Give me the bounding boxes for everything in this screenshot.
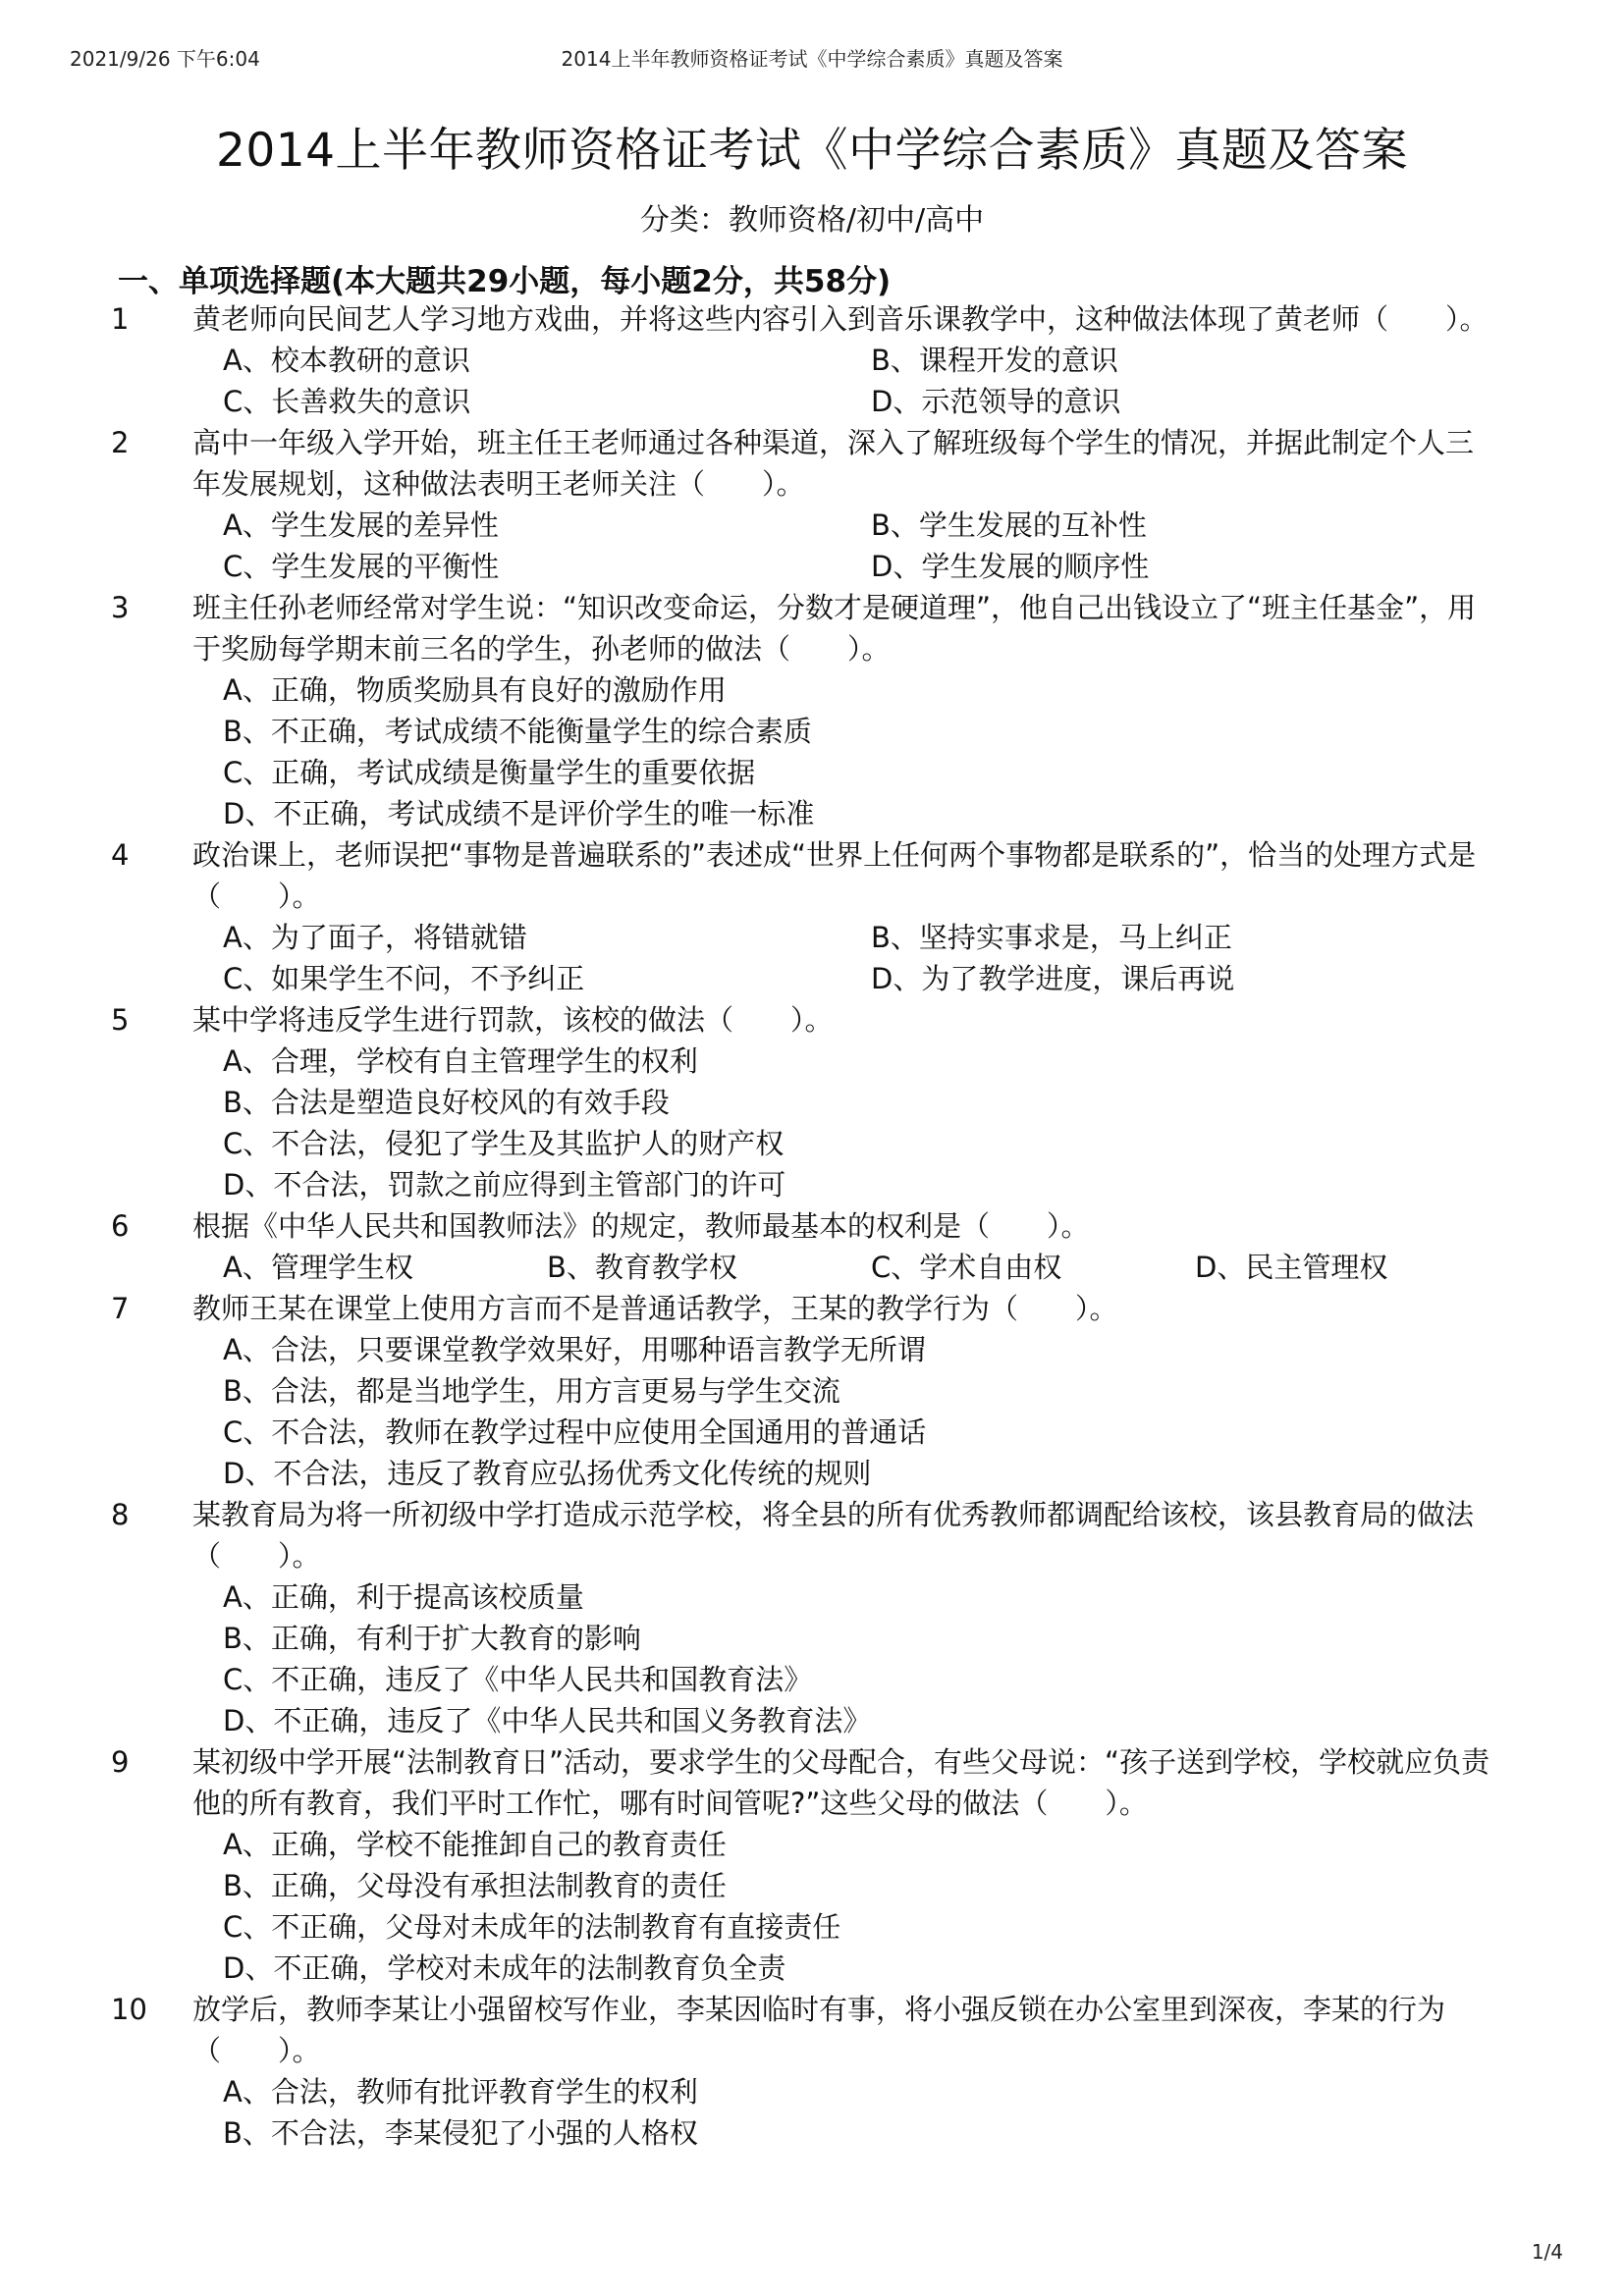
question-item xyxy=(0,1741,1624,1989)
option-group xyxy=(0,669,1624,834)
question-number: 8 xyxy=(111,1498,130,1531)
question-stem: 放学后，教师李某让小强留校写作业，李某因临时有事，将小强反锁在办公室里到深夜，李某的行为（ ）。 xyxy=(192,1993,1446,2067)
answer-option: C、不正确，违反了《中华人民共和国教育法》 xyxy=(223,1663,813,1696)
answer-option: A、正确，利于提高该校质量 xyxy=(223,1580,584,1614)
document-category: 分类：教师资格/初中/高中 xyxy=(639,203,985,238)
question-item xyxy=(0,1205,1624,1288)
question-item xyxy=(0,999,1624,1205)
question-stem: 某中学将违反学生进行罚款，该校的做法（ ）。 xyxy=(192,1003,834,1037)
question-stem: 黄老师向民间艺人学习地方戏曲，并将这些内容引入到音乐课教学中，这种做法体现了黄老师（ ）。 xyxy=(192,302,1489,336)
answer-option: A、管理学生权 xyxy=(223,1251,413,1284)
answer-option: D、不正确，学校对未成年的法制教育负全责 xyxy=(223,1951,786,1985)
option-group xyxy=(0,1247,1624,1288)
answer-option: C、不合法，侵犯了学生及其监护人的财产权 xyxy=(223,1127,785,1160)
answer-option: B、不合法，李某侵犯了小强的人格权 xyxy=(223,2116,698,2150)
answer-option: D、为了教学进度，课后再说 xyxy=(871,962,1235,995)
answer-option: A、合理，学校有自主管理学生的权利 xyxy=(223,1044,698,1078)
question-number: 2 xyxy=(111,426,130,459)
question-stem: 政治课上，老师误把“事物是普遍联系的”表述成“世界上任何两个事物都是联系的”，恰当的处理方式是（ ）。 xyxy=(192,838,1477,913)
question-item xyxy=(0,1288,1624,1494)
answer-option: C、长善救失的意识 xyxy=(223,385,471,418)
document-title: 2014上半年教师资格证考试《中学综合素质》真题及答案 xyxy=(215,124,1409,178)
question-number: 10 xyxy=(111,1993,147,2026)
answer-option: C、学生发展的平衡性 xyxy=(223,550,500,583)
answer-option: D、不合法，罚款之前应得到主管部门的许可 xyxy=(223,1168,786,1201)
question-item xyxy=(0,298,1624,422)
answer-option: B、坚持实事求是，马上纠正 xyxy=(871,921,1232,954)
question-number: 5 xyxy=(111,1003,130,1037)
page-number: 1/4 xyxy=(1531,2240,1563,2264)
question-item xyxy=(0,587,1624,834)
answer-option: D、不正确，违反了《中华人民共和国义务教育法》 xyxy=(223,1704,872,1737)
answer-option: B、正确，有利于扩大教育的影响 xyxy=(223,1622,641,1655)
question-stem: 根据《中华人民共和国教师法》的规定，教师最基本的权利是（ ）。 xyxy=(192,1209,1090,1243)
answer-option: B、教育教学权 xyxy=(547,1251,737,1284)
answer-option: B、正确，父母没有承担法制教育的责任 xyxy=(223,1869,727,1902)
question-number: 1 xyxy=(111,302,130,336)
answer-option: D、不合法，违反了教育应弘扬优秀文化传统的规则 xyxy=(223,1457,872,1490)
answer-option: D、不正确，考试成绩不是评价学生的唯一标准 xyxy=(223,797,815,830)
answer-option: D、示范领导的意识 xyxy=(871,385,1121,418)
answer-option: A、正确，物质奖励具有良好的激励作用 xyxy=(223,673,727,707)
question-number: 3 xyxy=(111,591,130,624)
option-group xyxy=(0,1824,1624,1989)
section-heading: 一、单项选择题(本大题共29小题，每小题2分，共58分) xyxy=(118,264,892,299)
answer-option: B、课程开发的意识 xyxy=(871,344,1118,377)
answer-option: B、不正确，考试成绩不能衡量学生的综合素质 xyxy=(223,715,812,748)
question-item xyxy=(0,1494,1624,1741)
question-stem: 教师王某在课堂上使用方言而不是普通话教学，王某的教学行为（ ）。 xyxy=(192,1292,1118,1325)
option-group xyxy=(0,340,1624,422)
option-group xyxy=(0,1041,1624,1205)
answer-option: D、民主管理权 xyxy=(1195,1251,1388,1284)
option-group xyxy=(0,1329,1624,1494)
question-number: 6 xyxy=(111,1209,130,1243)
question-item xyxy=(0,1989,1624,2154)
answer-option: B、学生发展的互补性 xyxy=(871,508,1147,542)
option-group xyxy=(0,2071,1624,2154)
answer-option: B、合法，都是当地学生，用方言更易与学生交流 xyxy=(223,1374,840,1408)
answer-option: C、不正确，父母对未成年的法制教育有直接责任 xyxy=(223,1910,841,1944)
answer-option: A、合法，只要课堂教学效果好，用哪种语言教学无所谓 xyxy=(223,1333,926,1366)
question-number: 7 xyxy=(111,1292,130,1325)
question-stem: 某教育局为将一所初级中学打造成示范学校，将全县的所有优秀教师都调配给该校，该县教育局的做法（ ）。 xyxy=(192,1498,1475,1573)
print-datetime: 2021/9/26 下午6:04 xyxy=(70,47,260,71)
answer-option: A、学生发展的差异性 xyxy=(223,508,499,542)
question-stem: 某初级中学开展“法制教育日”活动，要求学生的父母配合，有些父母说：“孩子送到学校，学校就应负责他的所有教育，我们平时工作忙，哪有时间管呢?”这些父母的做法（ ）。 xyxy=(192,1745,1490,1820)
answer-option: A、校本教研的意识 xyxy=(223,344,470,377)
answer-option: C、学术自由权 xyxy=(871,1251,1062,1284)
answer-option: B、合法是塑造良好校风的有效手段 xyxy=(223,1086,670,1119)
option-group xyxy=(0,1576,1624,1741)
question-number: 4 xyxy=(111,838,130,872)
print-header-title: 2014上半年教师资格证考试《中学综合素质》真题及答案 xyxy=(561,47,1063,71)
option-group xyxy=(0,505,1624,587)
answer-option: C、不合法，教师在教学过程中应使用全国通用的普通话 xyxy=(223,1415,927,1449)
question-item xyxy=(0,834,1624,999)
answer-option: A、为了面子，将错就错 xyxy=(223,921,527,954)
question-list xyxy=(0,298,1624,2154)
answer-option: A、合法，教师有批评教育学生的权利 xyxy=(223,2075,698,2109)
option-group xyxy=(0,917,1624,999)
answer-option: C、如果学生不问，不予纠正 xyxy=(223,962,585,995)
answer-option: D、学生发展的顺序性 xyxy=(871,550,1150,583)
question-item xyxy=(0,422,1624,587)
question-stem: 高中一年级入学开始，班主任王老师通过各种渠道，深入了解班级每个学生的情况，并据此制定个人三年发展规划，这种做法表明王老师关注（ ）。 xyxy=(192,426,1475,501)
answer-option: A、正确，学校不能推卸自己的教育责任 xyxy=(223,1828,727,1861)
question-number: 9 xyxy=(111,1745,130,1779)
answer-option: C、正确，考试成绩是衡量学生的重要依据 xyxy=(223,756,756,789)
question-stem: 班主任孙老师经常对学生说：“知识改变命运，分数才是硬道理”，他自己出钱设立了“班主任基金”，用于奖励每学期末前三名的学生，孙老师的做法（ ）。 xyxy=(192,591,1477,666)
